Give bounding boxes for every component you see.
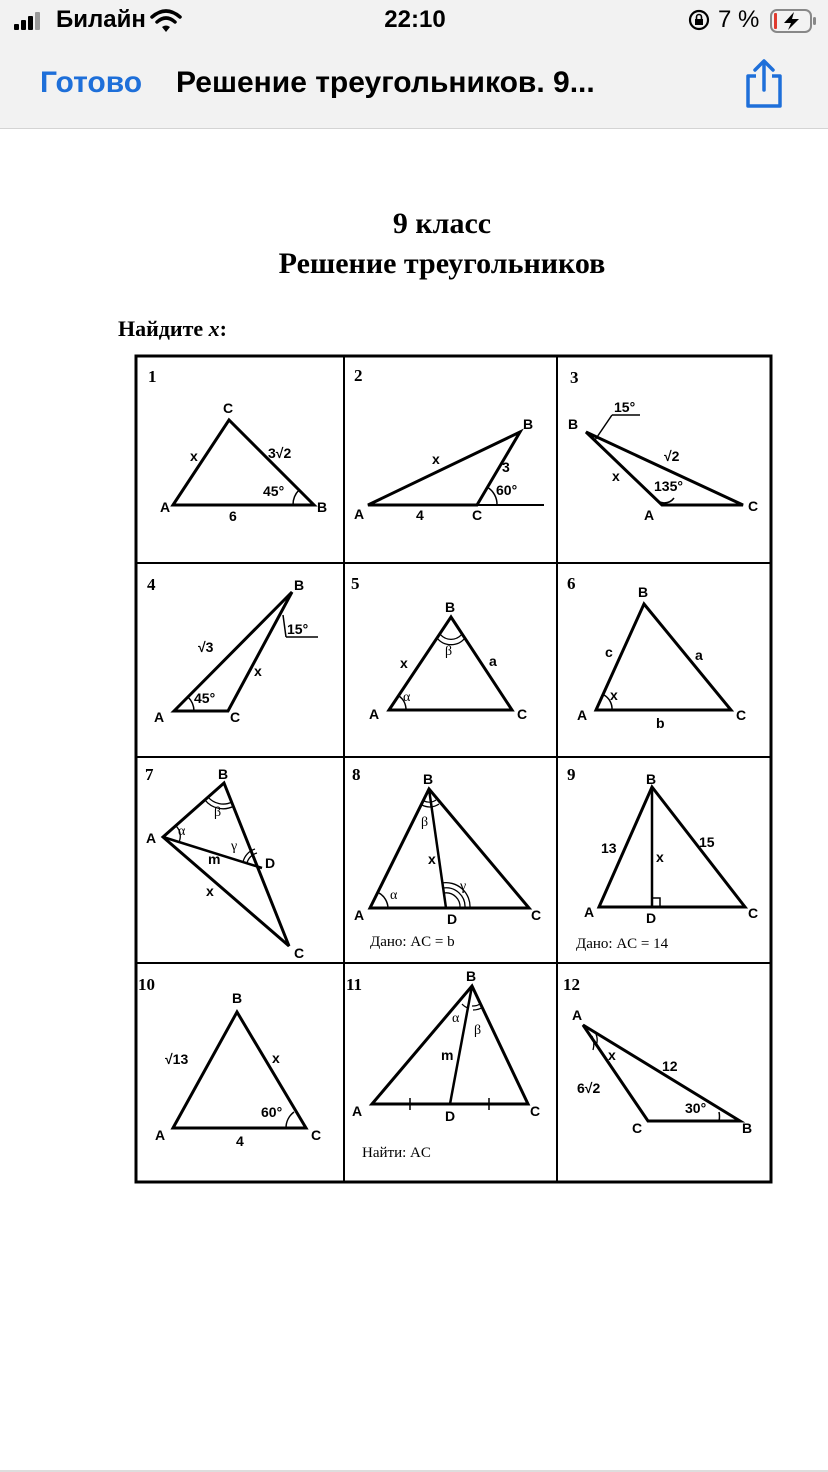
figure-label: a — [695, 647, 703, 663]
figure-label: D — [445, 1108, 456, 1124]
figure-label: C — [748, 498, 759, 514]
given-text: Дано: AC = b — [370, 934, 455, 950]
figure-label: x — [432, 451, 440, 467]
figure-label: x — [428, 851, 436, 867]
figure-label: B — [646, 771, 657, 787]
clock: 22:10 — [384, 6, 446, 33]
figure-label: 4 — [416, 507, 424, 523]
figure-label: B — [742, 1120, 753, 1136]
problem-number: 7 — [145, 765, 154, 784]
figure-label: A — [369, 706, 380, 722]
figure-label: B — [294, 577, 305, 593]
figure-label: √3 — [198, 639, 214, 655]
battery-percent: 7 % — [718, 6, 760, 33]
figure-label: √13 — [165, 1051, 189, 1067]
figure-label: x — [656, 849, 664, 865]
figure-label: 13 — [601, 840, 617, 856]
figure-label: C — [748, 905, 759, 921]
figure-label: 12 — [662, 1058, 678, 1074]
figure-label: B — [638, 584, 649, 600]
figure-label: C — [530, 1103, 541, 1119]
problem-number: 1 — [148, 367, 157, 386]
figure-label: √2 — [664, 448, 680, 464]
figure-label: A — [155, 1127, 166, 1143]
figure-label: β — [445, 644, 453, 659]
figure-label: 45° — [194, 690, 216, 706]
figure-label: B — [568, 416, 579, 432]
figure-label: 15 — [699, 834, 715, 850]
figure-label: 60° — [496, 482, 518, 498]
triangle-7 — [146, 766, 304, 961]
figure-label: 6√2 — [577, 1080, 601, 1096]
problem-number: 2 — [354, 366, 363, 385]
figure-label: 135° — [654, 478, 683, 494]
figure-label: x — [400, 655, 408, 671]
figure-label: A — [644, 507, 655, 523]
figure-label: C — [472, 507, 483, 523]
problem-number: 5 — [351, 574, 360, 593]
problem-number: 6 — [567, 574, 576, 593]
triangle-10 — [155, 990, 321, 1149]
carrier-name: Билайн — [56, 6, 146, 33]
figure-label: B — [466, 968, 477, 984]
figure-label: A — [354, 506, 365, 522]
given-text: Дано: AC = 14 — [576, 936, 669, 952]
problem-number: 11 — [346, 975, 363, 994]
figure-label: C — [632, 1120, 643, 1136]
figure-label: β — [214, 805, 222, 820]
figure-label: B — [423, 771, 434, 787]
figure-label: 15° — [614, 399, 636, 415]
triangle-8 — [354, 771, 541, 950]
problem-number: 12 — [563, 975, 580, 994]
figure-label: x — [190, 448, 198, 464]
figure-label: α — [390, 888, 398, 903]
figure-label: D — [646, 910, 657, 926]
figure-label: β — [474, 1023, 482, 1038]
figure-label: α — [452, 1011, 460, 1026]
figure-label: C — [736, 707, 747, 723]
figure-label: x — [272, 1050, 280, 1066]
figure-label: C — [311, 1127, 322, 1143]
done-button[interactable]: Готово — [40, 66, 143, 99]
figure-label: m — [208, 851, 221, 867]
figure-label: β — [421, 815, 429, 830]
figure-label: a — [489, 653, 497, 669]
triangle-3 — [568, 399, 758, 523]
figure-label: B — [218, 766, 229, 782]
triangle-6 — [577, 584, 746, 731]
figure-label: A — [572, 1007, 583, 1023]
triangle-1 — [160, 400, 327, 524]
figure-label: 3√2 — [268, 445, 292, 461]
figure-label: x — [206, 883, 214, 899]
problem-number: 8 — [352, 765, 361, 784]
figure-label: C — [531, 907, 542, 923]
figure-label: C — [294, 945, 305, 961]
figure-label: A — [584, 904, 595, 920]
grade-heading: 9 класс — [392, 207, 492, 240]
problem-number: 4 — [147, 575, 156, 594]
figure-label: b — [656, 715, 665, 731]
figure-label: 3 — [502, 459, 510, 475]
problem-number: 10 — [138, 975, 155, 994]
figure-label: B — [445, 599, 456, 615]
figure-label: 4 — [236, 1133, 244, 1149]
figure-label: 30° — [685, 1100, 707, 1116]
figure-label: 6 — [229, 508, 237, 524]
figure-label: c — [605, 644, 613, 660]
triangle-9 — [576, 771, 758, 952]
figure-label: x — [608, 1047, 616, 1063]
figure-label: D — [265, 855, 276, 871]
figure-label: x — [612, 468, 620, 484]
figure-label: B — [232, 990, 243, 1006]
figure-label: C — [223, 400, 234, 416]
document-title: Решение треугольников. 9... — [176, 66, 595, 99]
figure-label: α — [178, 824, 186, 839]
figure-label: x — [254, 663, 262, 679]
figure-label: γ — [231, 839, 238, 854]
triangle-4 — [154, 577, 318, 725]
triangle-12 — [572, 1007, 752, 1136]
figure-label: m — [441, 1047, 454, 1063]
figure-label: B — [317, 499, 328, 515]
figure-label: A — [160, 499, 171, 515]
figure-label: D — [447, 911, 458, 927]
figure-label: C — [230, 709, 241, 725]
figure-label: A — [354, 907, 365, 923]
find-text: Найти: AC — [362, 1145, 431, 1161]
figure-label: x — [610, 687, 618, 703]
figure-label: 60° — [261, 1104, 283, 1120]
figure-label: γ — [460, 879, 467, 894]
triangle-11 — [352, 968, 540, 1161]
figure-label: A — [352, 1103, 363, 1119]
figure-label: 45° — [263, 483, 285, 499]
figure-label: A — [146, 830, 157, 846]
figure-label: α — [403, 690, 411, 705]
figure-label: B — [523, 416, 534, 432]
figure-label: A — [154, 709, 165, 725]
figure-label: 15° — [287, 621, 309, 637]
figure-label: A — [577, 707, 588, 723]
figure-label: C — [517, 706, 528, 722]
triangle-2 — [354, 416, 544, 523]
triangle-5 — [369, 599, 527, 722]
task-instruction: Найдите x: — [118, 316, 227, 341]
problem-number: 9 — [567, 765, 576, 784]
problem-number: 3 — [570, 368, 579, 387]
topic-heading: Решение треугольников — [278, 247, 606, 280]
